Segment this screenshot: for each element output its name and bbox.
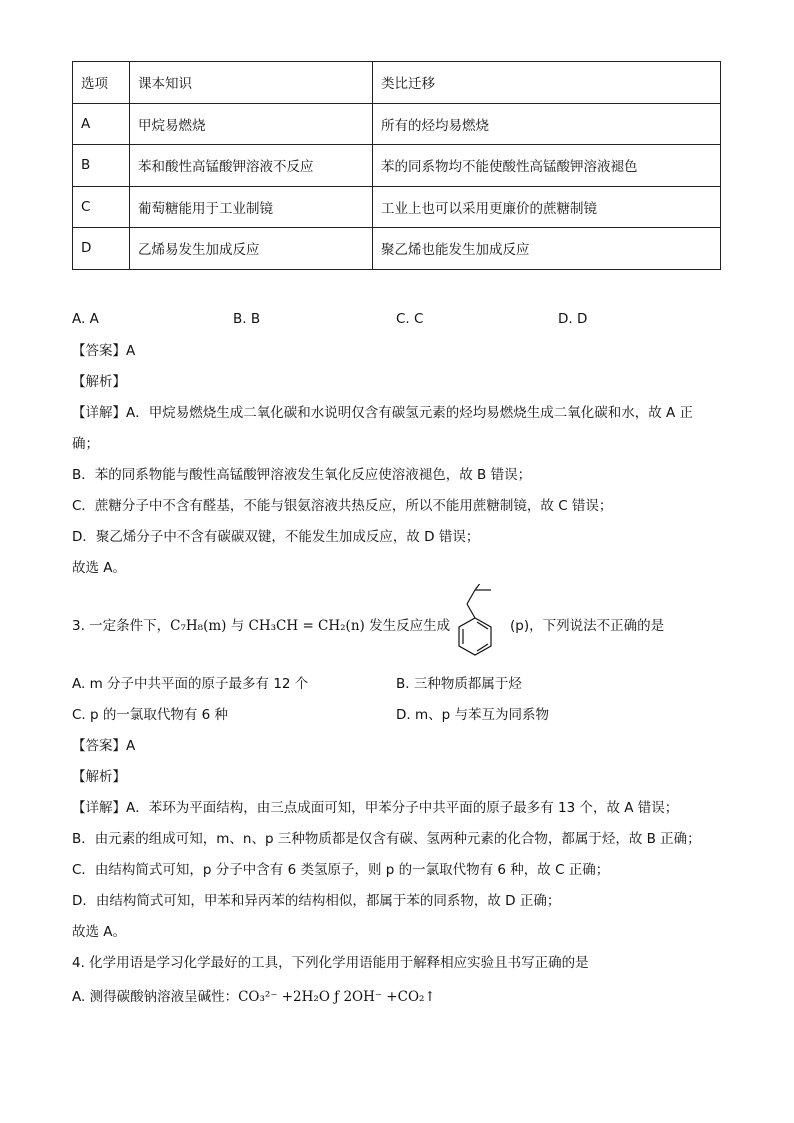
q2-option-b: B. B xyxy=(233,311,261,327)
isobutylbenzene-structure xyxy=(455,584,495,666)
table-cell: 乙烯易发生加成反应 xyxy=(130,228,373,270)
table-cell: 苯和酸性高锰酸钾溶液不反应 xyxy=(130,145,373,187)
table-cell: 所有的烃均易燃烧 xyxy=(373,103,721,145)
q3-m-formula: C₇H₈(m) xyxy=(170,618,227,634)
table-cell: 葡萄糖能用于工业制镜 xyxy=(130,186,373,228)
table-cell: B xyxy=(73,145,130,187)
q3-stem-pre: 3. 一定条件下， xyxy=(72,618,171,634)
table-cell: 聚乙烯也能发生加成反应 xyxy=(373,228,721,270)
analogy-table xyxy=(72,61,721,270)
q2-detail-a: 【详解】A．甲烷易燃烧生成二氧化碳和水说明仅含有碳氢元素的烃均易燃烧生成二氧化碳和水，故 A 正 xyxy=(72,405,694,421)
q3-answer: 【答案】A xyxy=(72,738,136,754)
q2-analysis-label: 【解析】 xyxy=(72,374,126,390)
q3-p-label: (p) xyxy=(510,618,530,634)
table-cell: 苯的同系物均不能使酸性高锰酸钾溶液褪色 xyxy=(373,145,721,187)
q2-detail-d: D．聚乙烯分子中不含有碳碳双键，不能发生加成反应，故 D 错误； xyxy=(72,529,480,545)
table-header-cell: 课本知识 xyxy=(130,62,373,104)
q2-detail-c: C．蔗糖分子中不含有醛基，不能与银氨溶液共热反应，所以不能用蔗糖制镜，故 C 错误； xyxy=(72,498,613,514)
q2-detail-b: B．苯的同系物能与酸性高锰酸钾溶液发生氧化反应使溶液褪色，故 B 错误； xyxy=(72,467,532,483)
q2-option-c: C. C xyxy=(396,311,424,327)
q2-answer: 【答案】A xyxy=(72,343,136,359)
q3-stem-post: ，下列说法不正确的是 xyxy=(529,618,665,634)
table-cell: C xyxy=(73,186,130,228)
table-cell: D xyxy=(73,228,130,270)
table-header-row xyxy=(73,62,721,104)
q3-react: 发生反应生成 xyxy=(364,618,451,634)
q3-option-d: D. m、p 与苯互为同系物 xyxy=(396,707,549,723)
q3-detail-d: D．由结构简式可知，甲苯和异丙苯的结构相似，都属于苯的同系物，故 D 正确； xyxy=(72,893,561,909)
q3-conclusion: 故选 A。 xyxy=(72,924,127,940)
table-cell: 工业上也可以采用更廉价的蔗糖制镜 xyxy=(373,186,721,228)
q3-option-c: C. p 的一氯取代物有 6 种 xyxy=(72,707,229,723)
q3-option-a: A. m 分子中共平面的原子最多有 12 个 xyxy=(72,676,309,692)
q4-stem: 4. 化学用语是学习化学最好的工具，下列化学用语能用于解释相应实验且书写正确的是 xyxy=(72,955,589,971)
q2-conclusion: 故选 A。 xyxy=(72,560,127,576)
table-header-cell: 选项 xyxy=(73,62,130,104)
q3-stem xyxy=(72,616,450,636)
q3-detail-b: B．由元素的组成可知，m、n、p 三种物质都是仅含有碳、氢两种元素的化合物，都属于烃，故 B 正确； xyxy=(72,831,701,847)
q2-option-d: D. D xyxy=(558,311,588,327)
q3-mid: 与 xyxy=(226,618,249,634)
q3-n-formula: CH₃CH = CH₂(n) xyxy=(248,618,365,634)
q4-option-a-label: A. 测得碳酸钠溶液呈碱性： xyxy=(72,989,239,1005)
table-header-cell: 类比迁移 xyxy=(373,62,721,104)
q2-option-a: A. A xyxy=(72,311,99,327)
q4-option-a xyxy=(72,987,436,1007)
table-row xyxy=(73,103,721,145)
table-row xyxy=(73,186,721,228)
q2-detail-a-cont: 确； xyxy=(72,436,99,452)
q3-detail-c: C．由结构简式可知，p 分子中含有 6 类氢原子，则 p 的一氯取代物有 6 种，故 C 正确； xyxy=(72,862,610,878)
table-cell: A xyxy=(73,103,130,145)
q4-option-a-equation: CO₃²⁻ +2H₂O ƒ 2OH⁻ +CO₂↑ xyxy=(238,989,436,1005)
table-row xyxy=(73,228,721,270)
table-row xyxy=(73,145,721,187)
table-cell: 甲烷易燃烧 xyxy=(130,103,373,145)
q3-analysis-label: 【解析】 xyxy=(72,769,126,785)
q3-stem-end xyxy=(510,616,664,636)
q3-detail-a: 【详解】A．苯环为平面结构，由三点成面可知，甲苯分子中共平面的原子最多有 13 个，故 A 错误； xyxy=(72,800,679,816)
q3-option-b: B. 三种物质都属于烃 xyxy=(396,676,522,692)
